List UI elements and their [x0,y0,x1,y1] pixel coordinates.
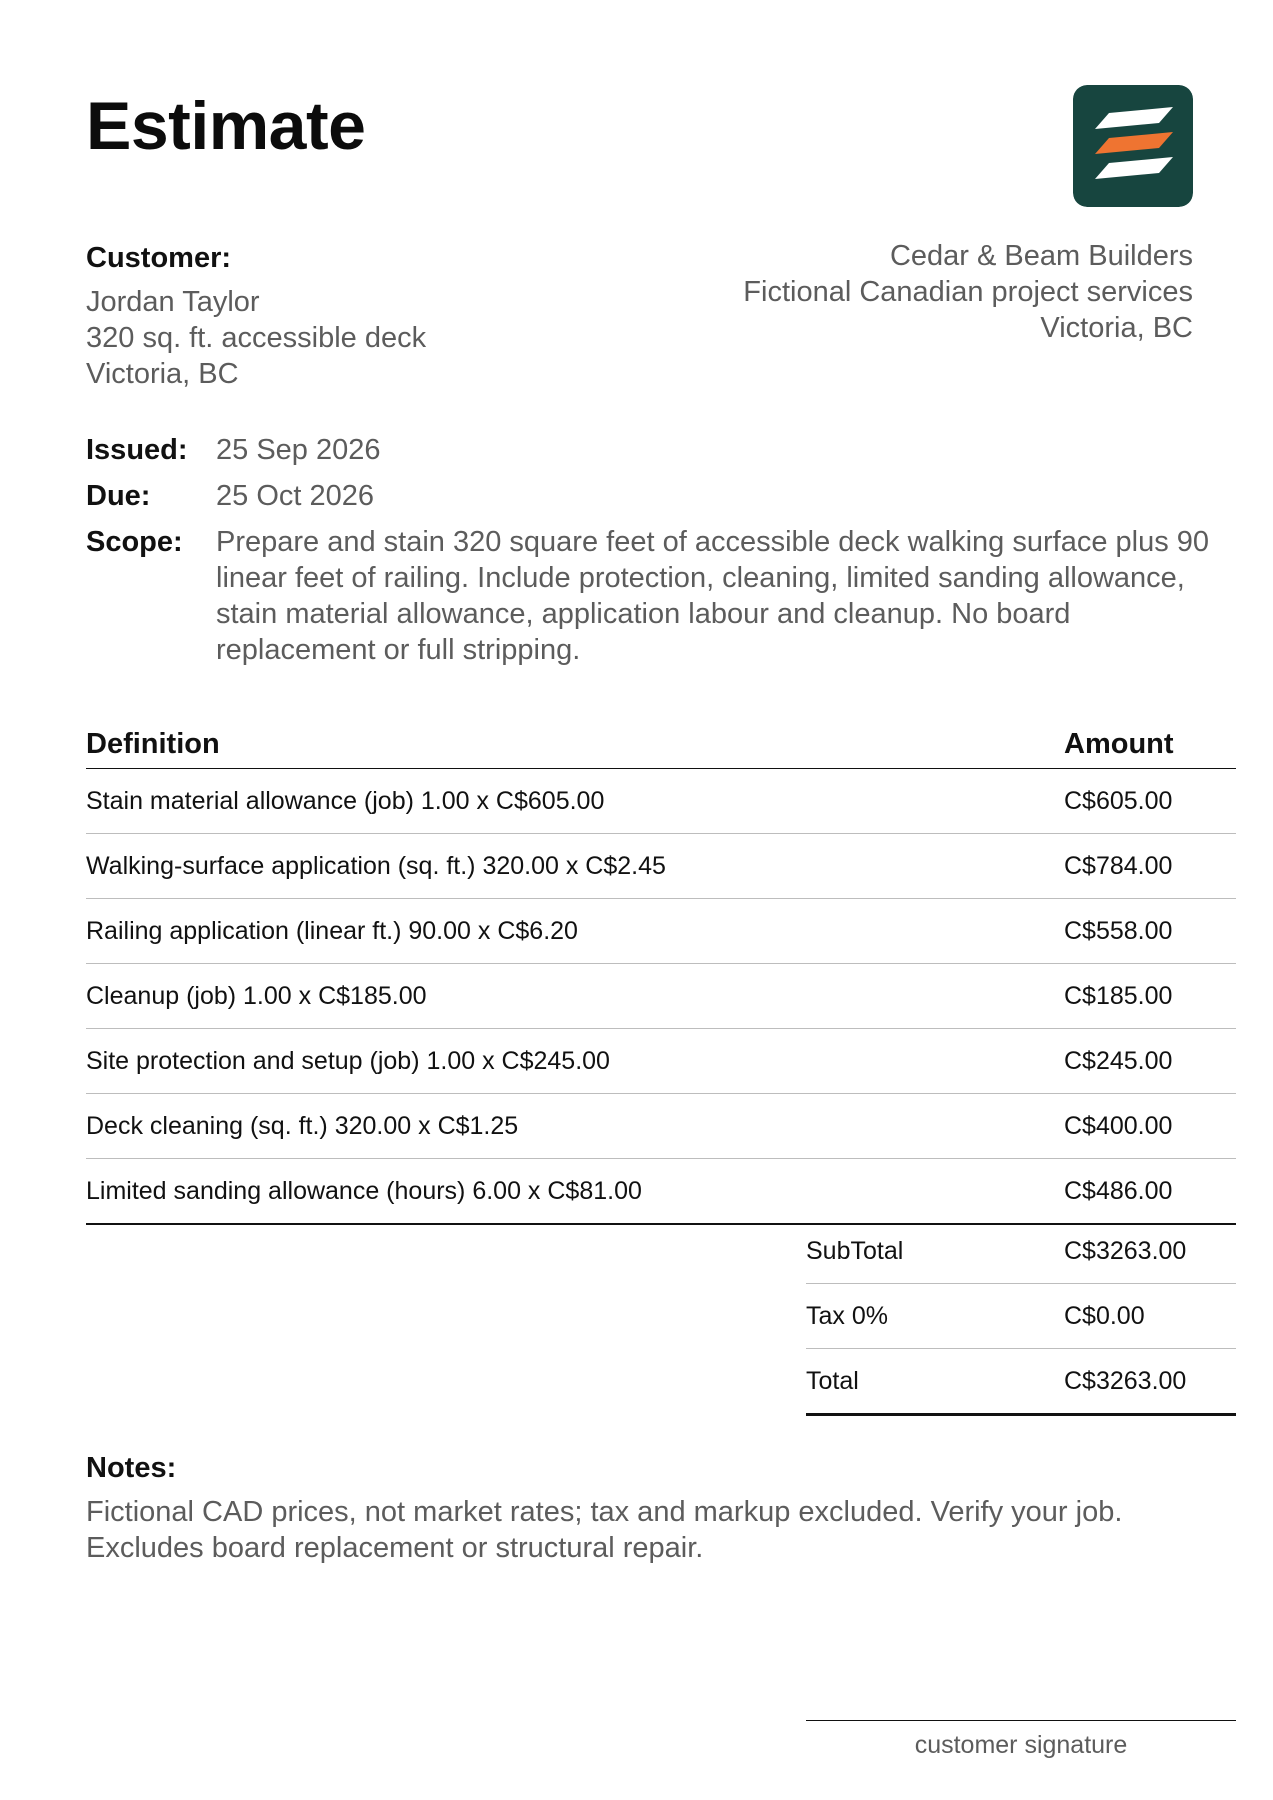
item-amount: C$486.00 [1064,1176,1173,1205]
page-title: Estimate [86,88,366,164]
issued-label: Issued: [86,434,188,466]
estimate-meta [86,432,1226,678]
company-name: Cedar & Beam Builders [889,240,1193,272]
table-row [86,964,1236,1029]
item-amount: C$400.00 [1064,1111,1173,1140]
item-definition: Railing application (linear ft.) 90.00 x C$6.20 [86,916,578,945]
customer-project: 320 sq. ft. accessible deck [86,322,427,354]
table-row [86,1094,1236,1159]
company-logo [1073,85,1193,207]
item-amount: C$185.00 [1064,981,1173,1010]
customer-name: Jordan Taylor [86,286,260,318]
scope-row [86,524,1226,668]
subtotal-row [806,1219,1236,1284]
subtotal-value: C$3263.00 [1064,1236,1187,1265]
total-label: Total [806,1366,859,1395]
total-row [806,1349,1236,1416]
scope-text: Prepare and stain 320 square feet of accessible deck walking surface plus 90 linear feet of railing. Include protection, cleaning, limited sanding allowance, stain material allowance, application labour and cleanup. No board replacement or full stripping. [216,526,1210,666]
table-header [86,720,1236,769]
company-block [553,238,1193,346]
tax-row [806,1284,1236,1349]
item-definition: Deck cleaning (sq. ft.) 320.00 x C$1.25 [86,1111,519,1140]
item-definition: Cleanup (job) 1.00 x C$185.00 [86,981,427,1010]
issued-row [86,432,1226,468]
tax-label: Tax 0% [806,1301,888,1330]
item-definition: Walking-surface application (sq. ft.) 320.00 x C$2.45 [86,851,666,880]
item-amount: C$245.00 [1064,1046,1173,1075]
total-value: C$3263.00 [1064,1366,1187,1395]
amount-header: Amount [1064,727,1174,760]
table-row [86,834,1236,899]
signature-label: customer signature [914,1731,1128,1759]
stacked-planks-icon [1073,85,1193,207]
scope-label: Scope: [86,526,183,558]
notes-text: Fictional CAD prices, not market rates; tax and markup excluded. Verify your job. Excludes board replacement or structural repair. [86,1496,1123,1564]
definition-header: Definition [86,727,220,760]
due-label: Due: [86,480,151,512]
due-date: 25 Oct 2026 [216,480,374,512]
line-items-table [86,720,1236,1225]
customer-label: Customer: [86,242,232,274]
item-definition: Limited sanding allowance (hours) 6.00 x C$81.00 [86,1176,642,1205]
item-amount: C$605.00 [1064,786,1173,815]
issued-date: 25 Sep 2026 [216,434,381,466]
totals-block [806,1219,1236,1416]
company-tagline: Fictional Canadian project services [743,276,1193,308]
notes-label: Notes: [86,1452,177,1484]
table-row [86,1029,1236,1094]
tax-value: C$0.00 [1064,1301,1145,1330]
item-amount: C$784.00 [1064,851,1173,880]
item-definition: Stain material allowance (job) 1.00 x C$605.00 [86,786,605,815]
table-row [86,899,1236,964]
customer-location: Victoria, BC [86,358,239,390]
notes-block [86,1448,1236,1566]
item-definition: Site protection and setup (job) 1.00 x C$245.00 [86,1046,610,1075]
table-row [86,1159,1236,1225]
signature-line [806,1720,1236,1760]
item-amount: C$558.00 [1064,916,1173,945]
table-row [86,769,1236,834]
subtotal-label: SubTotal [806,1236,904,1265]
company-location: Victoria, BC [1040,312,1193,344]
due-row [86,478,1226,514]
